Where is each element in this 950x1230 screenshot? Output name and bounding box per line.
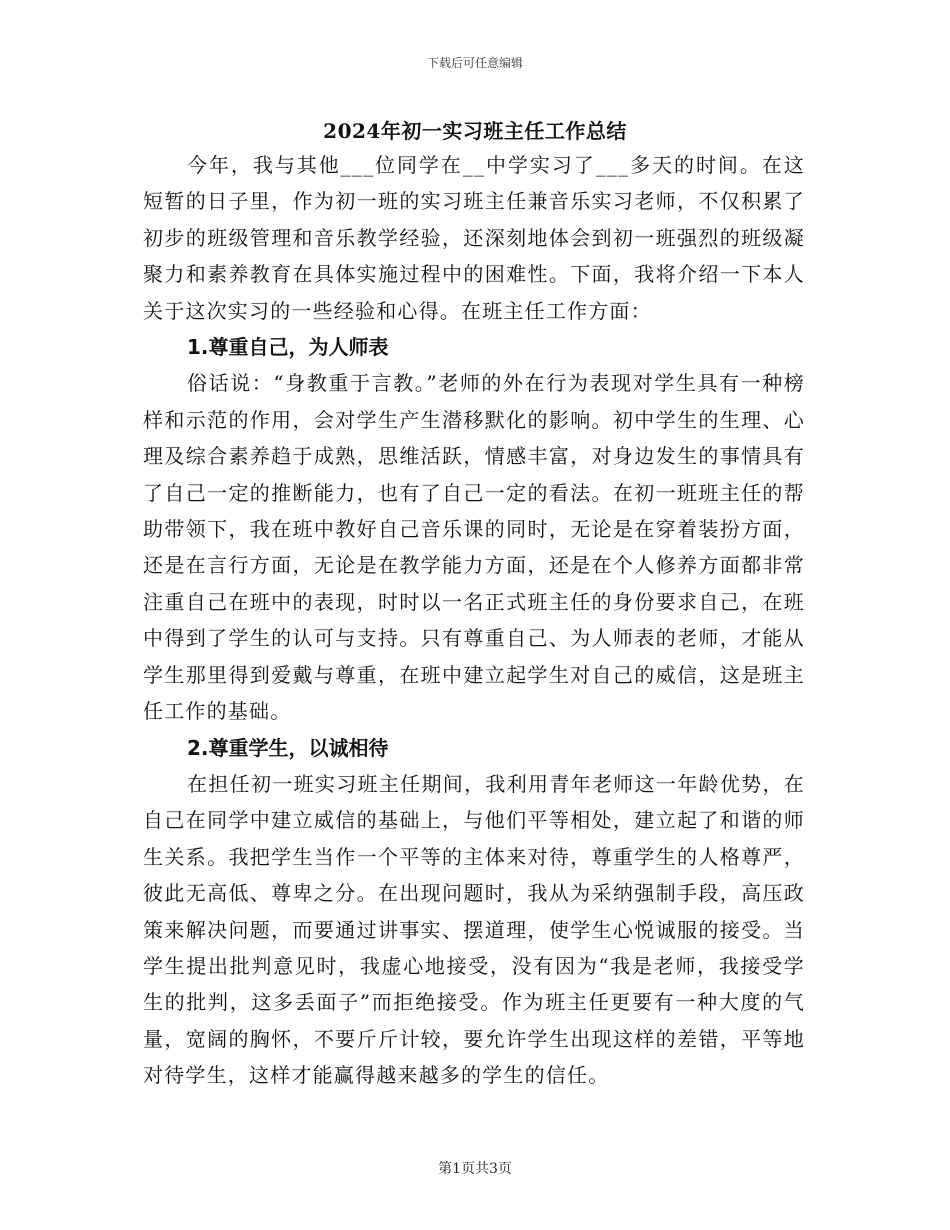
header-note: 下载后可任意编辑 bbox=[426, 56, 523, 70]
section-heading-2: 2.尊重学生，以诚相待 bbox=[187, 735, 389, 760]
intro-paragraph: 今年，我与其他___位同学在__中学实习了___多天的时间。在这短暂的日子里，作为初一班的实习班主任兼音乐实习老师，不仅积累了初步的班级管理和音乐教学经验，还深刻地体会到初一班强烈的班级凝聚力和素养教育在具体实施过程中的困难性。下面，我将介绍一下本人关于这次实习的一些经验和心得。在班主任工作方面： bbox=[143, 153, 805, 323]
page-number: 第1页共3页 bbox=[438, 1161, 512, 1177]
section-body-1: 俗话说：“身教重于言教。”老师的外在行为表现对学生具有一种榜样和示范的作用，会对学生产生潜移默化的影响。初中学生的生理、心理及综合素养趋于成熟，思维活跃，情感丰富，对身边发生的事情具有了自己一定的推断能力，也有了自己一定的看法。在初一班班主任的帮助带领下，我在班中教好自己音乐课的同时，无论是在穿着装扮方面，还是在言行方面，无论是在教学能力方面，还是在个人修养方面都非常注重自己在班中的表现，时时以一名正式班主任的身份要求自己，在班中得到了学生的认可与支持。只有尊重自己、为人师表的老师，才能从学生那里得到爱戴与尊重，在班中建立起学生对自己的威信，这是班主任工作的基础。 bbox=[143, 371, 805, 724]
section-body-2: 在担任初一班实习班主任期间，我利用青年老师这一年龄优势，在自己在同学中建立威信的基础上，与他们平等相处，建立起了和谐的师生关系。我把学生当作一个平等的主体来对待，尊重学生的人格尊严，彼此无高低、尊卑之分。在出现问题时，我从为采纳强制手段，高压政策来解决问题，而要通过讲事实、摆道理，使学生心悦诚服的接受。当学生提出批判意见时，我虚心地接受，没有因为“我是老师，我接受学生的批判，这多丢面子”而拒绝接受。作为班主任更要有一种大度的气量，宽阔的胸怀，不要斤斤计较，要允许学生出现这样的差错，平等地对待学生，这样才能赢得越来越多的学生的信任。 bbox=[143, 771, 805, 1088]
document-body bbox=[143, 147, 805, 1094]
document-title: 2024年初一实习班主任工作总结 bbox=[323, 119, 627, 143]
section-heading-1: 1.尊重自己，为人师表 bbox=[187, 335, 389, 360]
